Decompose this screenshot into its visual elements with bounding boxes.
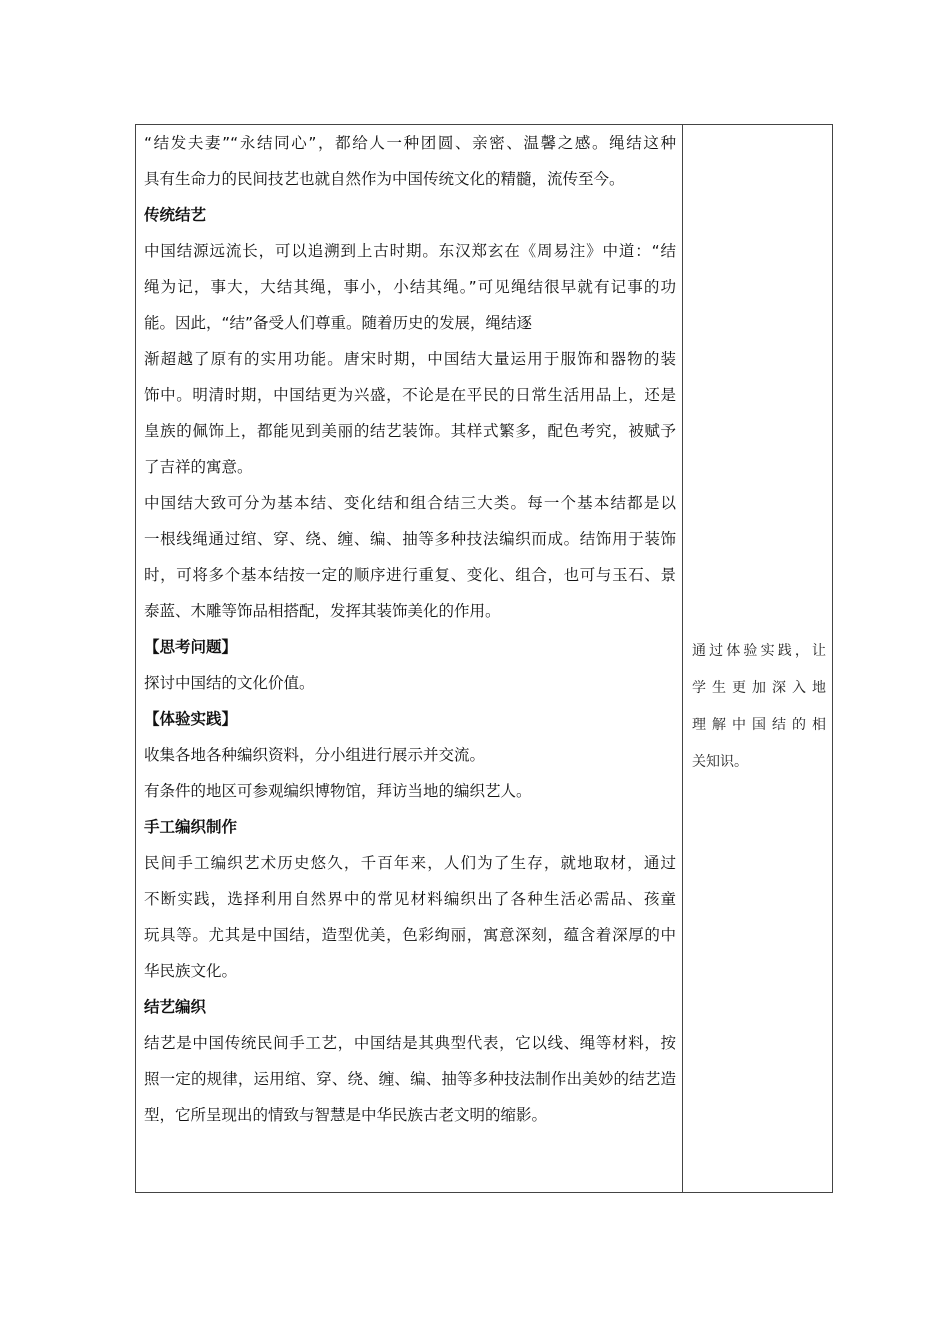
column-divider [682,125,683,1192]
paragraph-line: 型，它所呈现出的情致与智慧是中华民族古老文明的缩影。 [144,1106,548,1124]
paragraph-line: 有条件的地区可参观编织博物馆，拜访当地的编织艺人。 [144,782,532,800]
paragraph-line: 皇族的佩饰上，都能见到美丽的结艺装饰。其样式繁多，配色考究，被赋予 [144,422,676,440]
paragraph-line: 一根线绳通过绾、穿、绕、缠、编、抽等多种技法编织而成。结饰用于装饰 [144,530,676,548]
paragraph-line: 饰中。明清时期，中国结更为兴盛，不论是在平民的日常生活用品上，还是 [144,386,676,404]
paragraph-line: 渐超越了原有的实用功能。唐宋时期，中国结大量运用于服饰和器物的装 [144,350,676,368]
lesson-table [135,124,833,1193]
paragraph-line: 绳为记，事大，大结其绳，事小，小结其绳。”可见绳结很早就有记事的功 [144,278,676,296]
paragraph-line: 收集各地各种编织资料，分小组进行展示并交流。 [144,746,486,764]
section-heading: 结艺编织 [144,998,207,1016]
paragraph-line: 中国结大致可分为基本结、变化结和组合结三大类。每一个基本结都是以 [144,494,676,512]
paragraph-line: 华民族文化。 [144,962,238,980]
paragraph-line: 时，可将多个基本结按一定的顺序进行重复、变化、组合，也可与玉石、景 [144,566,676,584]
section-heading: 传统结艺 [144,206,207,224]
paragraph-line: 泰蓝、木雕等饰品相搭配，发挥其装饰美化的作用。 [144,602,501,620]
side-note-line: 关知识。 [692,754,748,770]
section-heading: 手工编织制作 [144,818,238,836]
paragraph-line: 具有生命力的民间技艺也就自然作为中国传统文化的精髓，流传至今。 [144,170,625,188]
paragraph-line: 能。因此，“结”备受人们尊重。随着历史的发展，绳结逐 [144,314,533,332]
paragraph-line: 中国结源远流长，可以追溯到上古时期。东汉郑玄在《周易注》中道：“结 [144,242,676,260]
paragraph-line: 照一定的规律，运用绾、穿、绕、缠、编、抽等多种技法制作出美妙的结艺造 [144,1070,676,1088]
side-note-line: 理解中国结的相 [692,717,826,733]
main-content-column [144,125,676,1133]
side-note-line: 通过体验实践，让 [692,643,826,659]
paragraph-line: 结艺是中国传统民间手工艺，中国结是其典型代表，它以线、绳等材料，按 [144,1034,676,1052]
side-note-line: 学生更加深入地 [692,680,826,696]
paragraph-line: 民间手工编织艺术历史悠久，千百年来，人们为了生存，就地取材，通过 [144,854,676,872]
design-intent-column [692,633,826,781]
section-heading: 【体验实践】 [144,710,238,728]
paragraph-line: “结发夫妻”“永结同心”，都给人一种团圆、亲密、温馨之感。绳结这种 [144,134,676,152]
paragraph-line: 探讨中国结的文化价值。 [144,674,315,692]
paragraph-line: 玩具等。尤其是中国结，造型优美，色彩绚丽，寓意深刻，蕴含着深厚的中 [144,926,676,944]
paragraph-line: 不断实践，选择利用自然界中的常见材料编织出了各种生活必需品、孩童 [144,890,676,908]
section-heading: 【思考问题】 [144,638,238,656]
paragraph-line: 了吉祥的寓意。 [144,458,253,476]
